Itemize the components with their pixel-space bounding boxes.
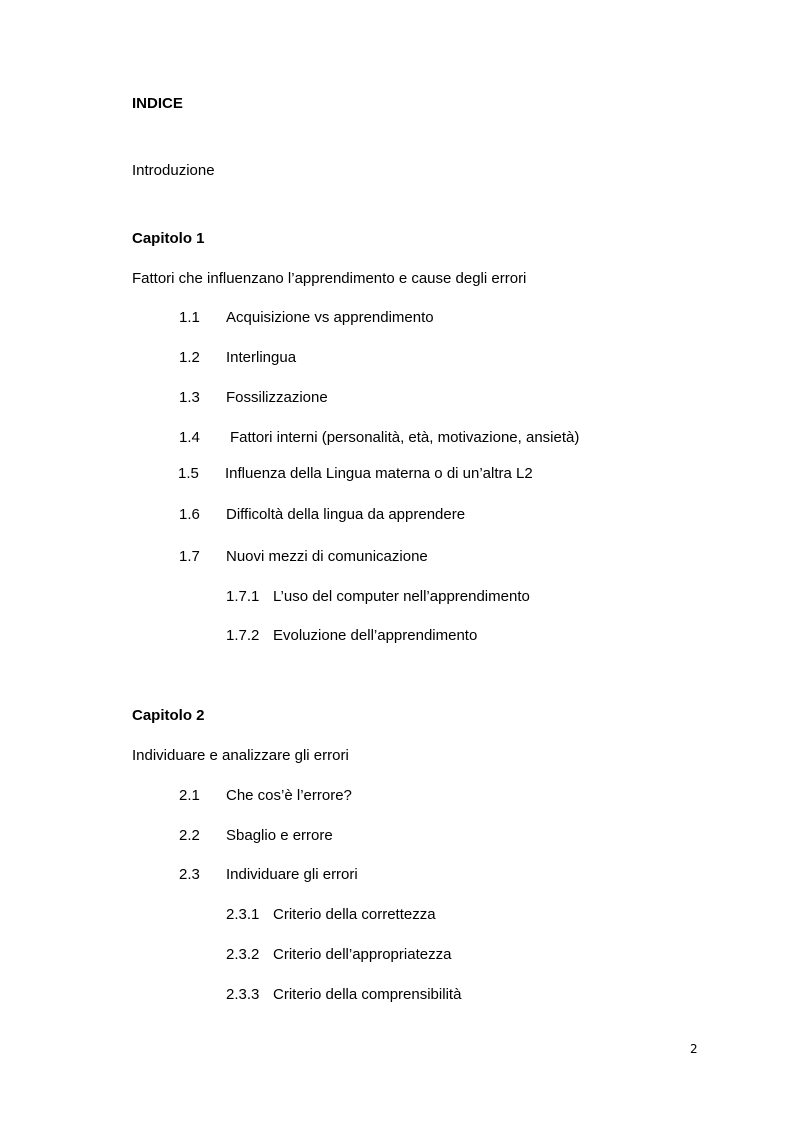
toc-entry-number: 1.2	[179, 349, 200, 366]
toc-subentry-text: Criterio dell’appropriatezza	[273, 946, 452, 963]
toc-entry-1-5	[178, 465, 533, 483]
toc-entry-text: Influenza della Lingua materna o di un’altra L2	[225, 465, 533, 482]
toc-entry-text: Che cos’è l’errore?	[226, 787, 352, 804]
toc-subentry-number: 2.3.2	[226, 946, 260, 963]
toc-subentry-text: Evoluzione dell’apprendimento	[273, 627, 478, 644]
chapter-1-title: Fattori che influenzano l’apprendimento e cause degli errori	[132, 270, 527, 287]
toc-entry-number: 1.5	[178, 465, 199, 482]
toc-entry-number: 2.3	[179, 866, 200, 883]
toc-entry-2-3	[179, 866, 358, 884]
toc-entry-number: 1.7	[179, 548, 200, 565]
toc-entry-number: 2.2	[179, 827, 200, 844]
chapter-1-label: Capitolo 1	[132, 230, 205, 247]
chapter-2-label: Capitolo 2	[132, 707, 205, 724]
toc-entry-number: 1.4	[179, 429, 200, 446]
toc-entry-text: Individuare gli errori	[226, 866, 358, 883]
page-number: 2	[690, 1042, 698, 1056]
toc-subentry-number: 1.7.1	[226, 588, 260, 605]
toc-subentry-number: 2.3.1	[226, 906, 260, 923]
toc-entry-1-4	[179, 429, 580, 447]
toc-entry-1-6	[179, 506, 466, 524]
toc-subentry-text: Criterio della comprensibilità	[273, 986, 462, 1003]
toc-entry-1-2	[179, 349, 297, 367]
toc-entry-2-2	[179, 827, 333, 845]
toc-subentry-1-7-1	[226, 588, 530, 606]
toc-entry-text: Nuovi mezzi di comunicazione	[226, 548, 428, 565]
toc-entry-number: 2.1	[179, 787, 200, 804]
toc-subentry-number: 2.3.3	[226, 986, 260, 1003]
toc-entry-number: 1.3	[179, 389, 200, 406]
toc-entry-text: Fattori interni (personalità, età, motivazione, ansietà)	[230, 429, 580, 446]
toc-entry-number: 1.1	[179, 309, 200, 326]
toc-subentry-1-7-2	[226, 627, 478, 645]
index-title: INDICE	[132, 95, 183, 112]
toc-subentry-text: Criterio della correttezza	[273, 906, 436, 923]
toc-entry-text: Fossilizzazione	[226, 389, 328, 406]
toc-subentry-number: 1.7.2	[226, 627, 260, 644]
introduction-entry: Introduzione	[132, 162, 215, 179]
toc-entry-1-1	[179, 309, 434, 327]
toc-entry-text: Sbaglio e errore	[226, 827, 333, 844]
toc-subentry-2-3-3	[226, 986, 462, 1004]
toc-subentry-2-3-1	[226, 906, 436, 924]
toc-entry-text: Interlingua	[226, 349, 297, 366]
toc-entry-2-1	[179, 787, 352, 805]
toc-entry-text: Difficoltà della lingua da apprendere	[226, 506, 466, 523]
toc-entry-1-7	[179, 548, 428, 566]
toc-entry-number: 1.6	[179, 506, 200, 523]
toc-subentry-text: L’uso del computer nell’apprendimento	[273, 588, 530, 605]
chapter-2-title: Individuare e analizzare gli errori	[132, 747, 349, 764]
toc-entry-1-3	[179, 389, 328, 407]
toc-subentry-2-3-2	[226, 946, 452, 964]
toc-entry-text: Acquisizione vs apprendimento	[226, 309, 434, 326]
